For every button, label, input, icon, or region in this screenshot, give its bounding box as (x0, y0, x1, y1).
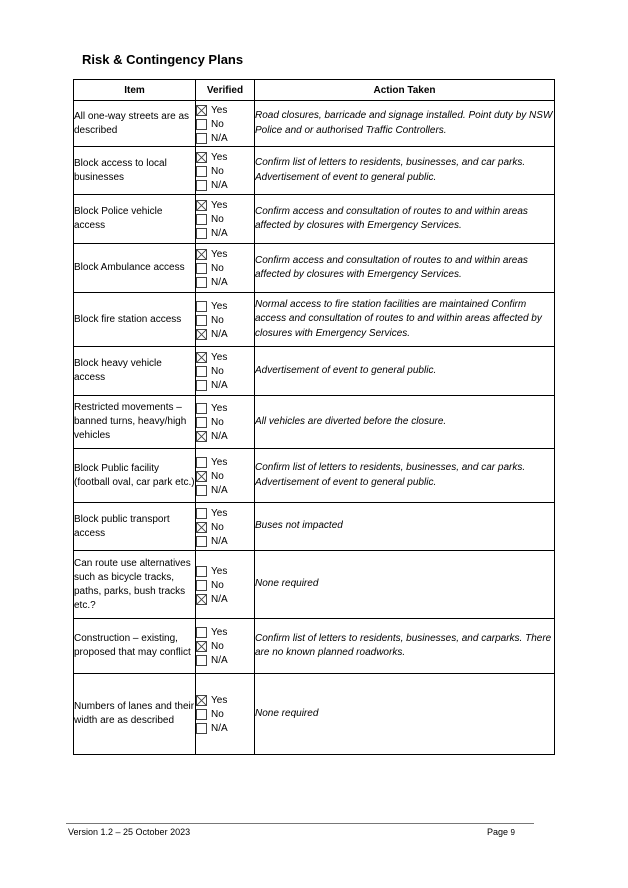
checkbox[interactable] (196, 105, 207, 116)
table-row (74, 147, 555, 195)
verified-option (196, 640, 254, 654)
option-label: Yes (211, 456, 228, 468)
option-label: No (211, 417, 224, 428)
option-label: No (211, 521, 224, 533)
row-verified (196, 503, 255, 551)
table-row (74, 347, 555, 396)
verified-option (196, 469, 254, 483)
row-action: Confirm access and consultation of routes to and within areas affected by closures with Emergency Services. (255, 195, 555, 244)
verified-option (196, 164, 254, 178)
checkbox[interactable] (196, 214, 207, 225)
option-label: Yes (211, 507, 228, 519)
table-row (74, 396, 555, 449)
checkbox[interactable] (196, 329, 207, 340)
row-verified (196, 674, 255, 755)
checkbox[interactable] (196, 417, 207, 428)
option-label: N/A (211, 380, 228, 391)
footer-page-number: 9 (510, 828, 515, 837)
option-label: Yes (211, 104, 228, 116)
verified-option (196, 694, 254, 708)
checkbox[interactable] (196, 249, 207, 260)
option-label: No (211, 641, 224, 652)
table-row (74, 449, 555, 503)
checkbox[interactable] (196, 380, 207, 391)
verified-option (196, 351, 254, 365)
table-row (74, 674, 555, 755)
option-label: N/A (211, 132, 228, 144)
option-label: No (211, 579, 224, 591)
option-label: N/A (211, 228, 228, 239)
row-verified (196, 619, 255, 674)
row-item: Block Police vehicle access (74, 195, 196, 244)
page-title: Risk & Contingency Plans (82, 52, 244, 67)
row-item: Block heavy vehicle access (74, 347, 196, 396)
row-item: Construction – existing, proposed that may conflict (74, 619, 196, 674)
verified-option (196, 416, 254, 430)
option-label: N/A (211, 277, 228, 288)
row-item: All one-way streets are as described (74, 101, 196, 147)
table-row (74, 619, 555, 674)
verified-option (196, 708, 254, 722)
checkbox[interactable] (196, 152, 207, 163)
verified-option (196, 654, 254, 668)
option-label: No (211, 165, 224, 177)
verified-option (196, 103, 254, 117)
option-label: N/A (211, 655, 228, 666)
row-verified (196, 147, 255, 195)
row-verified (196, 101, 255, 147)
row-item: Block public transport access (74, 503, 196, 551)
option-label: N/A (211, 179, 228, 191)
option-label: Yes (211, 249, 228, 260)
option-label: No (211, 314, 224, 326)
row-verified (196, 293, 255, 347)
row-action: All vehicles are diverted before the closure. (255, 396, 555, 449)
checkbox[interactable] (196, 709, 207, 720)
checkbox[interactable] (196, 627, 207, 638)
row-verified (196, 551, 255, 619)
option-label: No (211, 118, 224, 130)
checkbox[interactable] (196, 352, 207, 363)
verified-option (196, 592, 254, 606)
table-row (74, 503, 555, 551)
row-item: Block fire station access (74, 293, 196, 347)
verified-option (196, 722, 254, 736)
checkbox[interactable] (196, 580, 207, 591)
row-action: Confirm access and consultation of routes to and within areas affected by closures with Emergency Services. (255, 244, 555, 293)
checkbox[interactable] (196, 655, 207, 666)
footer-divider (66, 823, 534, 824)
row-action: Confirm list of letters to residents, businesses, and carparks. There are no known planned roadworks. (255, 619, 555, 674)
checkbox[interactable] (196, 457, 207, 468)
checkbox[interactable] (196, 119, 207, 130)
verified-option (196, 262, 254, 276)
checkbox[interactable] (196, 566, 207, 577)
checkbox[interactable] (196, 366, 207, 377)
option-label: Yes (211, 627, 228, 638)
verified-option (196, 430, 254, 444)
header-verified: Verified (196, 80, 255, 101)
table-row (74, 195, 555, 244)
row-verified (196, 244, 255, 293)
header-item: Item (74, 80, 196, 101)
checkbox[interactable] (196, 508, 207, 519)
option-label: No (211, 263, 224, 274)
row-action: Confirm list of letters to residents, businesses, and car parks. Advertisement of event to general public. (255, 147, 555, 195)
verified-option (196, 327, 254, 341)
row-action: None required (255, 674, 555, 755)
footer-page (487, 827, 515, 837)
verified-option (196, 626, 254, 640)
row-verified (196, 396, 255, 449)
row-action: Road closures, barricade and signage installed. Point duty by NSW Police and or authorised Traffic Controllers. (255, 101, 555, 147)
row-item: Restricted movements – banned turns, heavy/high vehicles (74, 396, 196, 449)
verified-option (196, 313, 254, 327)
table-row (74, 551, 555, 619)
table-row (74, 101, 555, 147)
verified-option (196, 248, 254, 262)
checkbox[interactable] (196, 723, 207, 734)
verified-option (196, 199, 254, 213)
verified-option (196, 131, 254, 145)
verified-option (196, 178, 254, 192)
checkbox[interactable] (196, 166, 207, 177)
verified-option (196, 483, 254, 497)
option-label: N/A (211, 328, 228, 340)
option-label: No (211, 709, 224, 720)
option-label: N/A (211, 593, 228, 605)
table-row (74, 293, 555, 347)
checkbox[interactable] (196, 200, 207, 211)
row-action: Confirm list of letters to residents, businesses, and car parks. Advertisement of event to general public. (255, 449, 555, 503)
row-item: Block Ambulance access (74, 244, 196, 293)
row-verified (196, 449, 255, 503)
verified-option (196, 455, 254, 469)
checkbox[interactable] (196, 536, 207, 547)
verified-option (196, 534, 254, 548)
row-item: Block access to local businesses (74, 147, 196, 195)
row-item: Numbers of lanes and their width are as described (74, 674, 196, 755)
checkbox[interactable] (196, 695, 207, 706)
verified-option (196, 402, 254, 416)
row-verified (196, 195, 255, 244)
checkbox[interactable] (196, 471, 207, 482)
option-label: No (211, 366, 224, 377)
option-label: No (211, 214, 224, 225)
checkbox[interactable] (196, 277, 207, 288)
option-label: N/A (211, 723, 228, 734)
checkbox[interactable] (196, 180, 207, 191)
verified-option (196, 379, 254, 393)
verified-option (196, 213, 254, 227)
option-label: No (211, 470, 224, 482)
verified-option (196, 506, 254, 520)
option-label: Yes (211, 565, 228, 577)
verified-option (196, 365, 254, 379)
verified-option (196, 299, 254, 313)
option-label: Yes (211, 403, 228, 414)
option-label: N/A (211, 535, 228, 547)
checkbox[interactable] (196, 485, 207, 496)
option-label: N/A (211, 431, 228, 442)
table-header-row (74, 80, 555, 101)
checkbox[interactable] (196, 431, 207, 442)
row-action: Buses not impacted (255, 503, 555, 551)
verified-option (196, 227, 254, 241)
verified-option (196, 276, 254, 290)
verified-option (196, 564, 254, 578)
verified-option (196, 117, 254, 131)
option-label: Yes (211, 300, 228, 312)
header-action: Action Taken (255, 80, 555, 101)
checkbox[interactable] (196, 403, 207, 414)
verified-option (196, 520, 254, 534)
option-label: N/A (211, 484, 228, 496)
table-row (74, 244, 555, 293)
option-label: Yes (211, 695, 228, 706)
checkbox[interactable] (196, 228, 207, 239)
option-label: Yes (211, 151, 228, 163)
verified-option (196, 578, 254, 592)
risk-table (73, 79, 555, 755)
checkbox[interactable] (196, 133, 207, 144)
checkbox[interactable] (196, 301, 207, 312)
option-label: Yes (211, 352, 228, 363)
checkbox[interactable] (196, 594, 207, 605)
option-label: Yes (211, 200, 228, 211)
checkbox[interactable] (196, 641, 207, 652)
row-action: None required (255, 551, 555, 619)
checkbox[interactable] (196, 522, 207, 533)
footer-version: Version 1.2 – 25 October 2023 (68, 827, 191, 837)
row-action: Advertisement of event to general public. (255, 347, 555, 396)
row-action: Normal access to fire station facilities are maintained Confirm access and consultation of routes to and within areas affected by closures with Emergency Services. (255, 293, 555, 347)
row-item: Block Public facility (football oval, car park etc.) (74, 449, 196, 503)
checkbox[interactable] (196, 315, 207, 326)
footer-page-label: Page (487, 827, 509, 837)
row-item: Can route use alternatives such as bicycle tracks, paths, parks, bush tracks etc.? (74, 551, 196, 619)
verified-option (196, 150, 254, 164)
checkbox[interactable] (196, 263, 207, 274)
row-verified (196, 347, 255, 396)
